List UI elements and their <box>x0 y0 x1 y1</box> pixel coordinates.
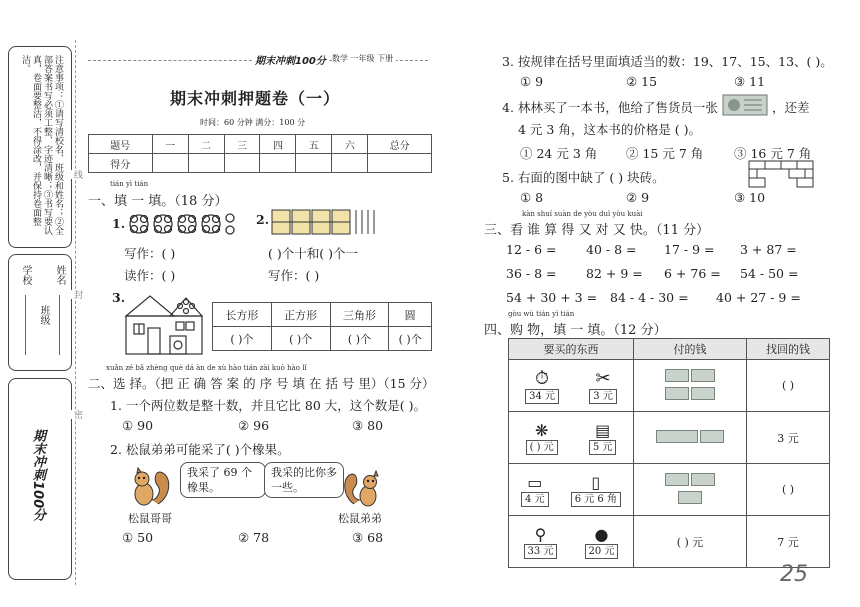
price-tag: 34 元 <box>525 389 559 404</box>
page-number: 25 <box>780 562 808 587</box>
student-info-box <box>8 254 72 371</box>
school-line <box>25 295 26 355</box>
notes-box <box>8 46 72 248</box>
beads-icon <box>128 208 240 240</box>
s1-heading: 一、填 一 填。（18 分） <box>88 194 228 209</box>
paid-cell[interactable]: ( ) 元 <box>634 516 747 568</box>
score-header: 题号 <box>89 135 153 154</box>
time-info: 时间：60 分钟 满分：100 分 <box>200 118 306 127</box>
score-header: 三 <box>224 135 260 154</box>
shop-row <box>509 412 830 464</box>
shape-header: 三角形 <box>330 303 389 327</box>
s2-q4-part1[interactable]: 4. 林林买了一本书，他给了售货员一张 <box>502 100 718 115</box>
s2-q5-option-c[interactable]: ③ 10 <box>734 190 766 205</box>
calc-item[interactable]: 6 + 76 = <box>664 266 721 281</box>
paid-money <box>634 464 747 516</box>
squirrel-small-icon <box>344 470 384 508</box>
q2-tens-ones[interactable]: ( )个十和( )个一 <box>268 246 358 261</box>
s2-q4-option-b[interactable]: ② 15 元 7 角 <box>626 146 704 161</box>
brick-wall-icon <box>748 160 814 188</box>
seal-mark-2: 封 <box>72 290 82 299</box>
sticks-icon <box>270 206 380 238</box>
q3-number: 3. <box>112 290 126 305</box>
s2-q1-option-a[interactable]: ① 90 <box>122 418 154 433</box>
score-cell[interactable] <box>224 154 260 173</box>
shop-header: 要买的东西 <box>509 339 634 360</box>
banknote-icon <box>691 369 715 382</box>
score-header: 五 <box>296 135 332 154</box>
score-header: 六 <box>332 135 368 154</box>
s3-pinyin: kàn shuí suàn de yòu duì yòu kuài <box>522 210 643 218</box>
calc-item[interactable]: 40 + 27 - 9 = <box>716 290 801 305</box>
shape-header: 圆 <box>389 303 432 327</box>
s2-pinyin: xuǎn zé bǎ zhèng què dá àn de xù hào tián zài kuò hào lǐ <box>106 364 307 372</box>
q1-read[interactable]: 读作：( ) <box>124 268 176 283</box>
panda-icon: ● <box>594 524 609 544</box>
header-subject: 数学 一年级 下册 <box>332 53 396 64</box>
score-table <box>88 134 432 173</box>
shop-items <box>509 464 634 516</box>
change-cell: 3 元 <box>747 412 830 464</box>
shape-answer[interactable]: ( )个 <box>389 327 432 351</box>
notebook-icon: ▤ <box>595 420 611 440</box>
banknote-icon <box>665 369 689 382</box>
score-header: 二 <box>188 135 224 154</box>
cut-line <box>75 40 76 585</box>
price-tag[interactable]: ( ) 元 <box>526 440 558 455</box>
score-header: 四 <box>260 135 296 154</box>
score-header: 总分 <box>368 135 432 154</box>
name-line <box>59 295 60 355</box>
notes-text: 注意事项：①请写清校名、班级和姓名；②全部答案书写必须工整、字迹清晰；③书写要认真，卷面要整洁，不得涂改，并保持卷面整洁。 <box>20 55 63 235</box>
bubble-small: 我采的比你多一些。 <box>264 462 344 498</box>
score-cell[interactable] <box>368 154 432 173</box>
s2-q4-option-a[interactable]: ① 24 元 3 角 <box>520 146 598 161</box>
price-tag: 6 元 6 角 <box>571 492 621 507</box>
change-cell: 7 元 <box>747 516 830 568</box>
brand-box <box>8 378 72 580</box>
paper-title: 期末冲刺押题卷（一） <box>170 89 341 108</box>
price-tag: 33 元 <box>524 544 558 559</box>
calc-item[interactable]: 12 - 6 = <box>506 242 557 257</box>
s2-q4-option-c[interactable]: ③ 16 元 7 角 <box>734 146 812 161</box>
shape-count-table <box>212 302 432 351</box>
banknote-icon <box>665 473 689 486</box>
s2-q3-option-c[interactable]: ③ 11 <box>734 74 766 89</box>
q1-write[interactable]: 写作：( ) <box>124 246 176 261</box>
change-cell[interactable]: ( ) <box>747 360 830 412</box>
name-label: 姓名 <box>54 265 65 285</box>
change-cell[interactable]: ( ) <box>747 464 830 516</box>
shop-items <box>509 412 634 464</box>
score-cell[interactable] <box>332 154 368 173</box>
price-tag: 20 元 <box>585 544 619 559</box>
s2-q2[interactable]: 2. 松鼠弟弟可能采了( )个橡果。 <box>110 442 290 457</box>
s2-q4-part3[interactable]: 4 元 3 角，这本书的价格是 ( )。 <box>518 122 702 137</box>
banknote-icon <box>665 387 689 400</box>
s2-heading: 二、选 择。（把 正 确 答 案 的 序 号 填 在 括 号 里）（15 分） <box>88 376 435 391</box>
header-brand: 期末冲刺100分 <box>252 52 329 67</box>
shape-answer[interactable]: ( )个 <box>271 327 330 351</box>
shop-header: 找回的钱 <box>747 339 830 360</box>
pencil-box-icon: ▭ <box>527 472 543 492</box>
s2-q3[interactable]: 3. 按规律在括号里面填适当的数：19、17、15、13、( )。 <box>502 54 833 69</box>
shop-header: 付的钱 <box>634 339 747 360</box>
calc-item[interactable]: 17 - 9 = <box>664 242 715 257</box>
banknote-icon <box>691 473 715 486</box>
calc-item[interactable]: 54 + 30 + 3 = <box>506 290 598 305</box>
calc-item[interactable]: 3 + 87 = <box>740 242 797 257</box>
shop-row <box>509 516 830 568</box>
bubble-big: 我采了 69 个橡果。 <box>180 462 266 498</box>
seal-mark-3: 密 <box>72 410 82 419</box>
shop-items <box>509 516 634 568</box>
paid-money <box>634 360 747 412</box>
school-label: 学校 <box>20 265 31 285</box>
scissors-icon: ✂ <box>595 367 611 389</box>
score-header: 一 <box>152 135 188 154</box>
s2-q5-option-a[interactable]: ① 8 <box>520 190 544 205</box>
q2-number: 2. <box>256 212 270 227</box>
s2-q2-option-b[interactable]: ② 78 <box>238 530 270 545</box>
s2-q4-part2: ，还差 <box>772 100 810 115</box>
banknote-icon <box>722 94 768 116</box>
banknote-icon <box>700 430 724 443</box>
squirrel-big-icon <box>128 466 172 508</box>
squirrel-big-label: 松鼠哥哥 <box>128 512 172 525</box>
brand-vertical: 期末冲刺100分 <box>30 429 45 522</box>
banknote-icon <box>678 491 702 504</box>
s3-heading: 三、看 谁 算 得 又 对 又 快。（11 分） <box>484 223 710 238</box>
price-tag: 4 元 <box>521 492 549 507</box>
q2-write[interactable]: 写作：( ) <box>268 268 320 283</box>
class-label: 班级 <box>38 305 49 325</box>
shape-answer[interactable]: ( )个 <box>330 327 389 351</box>
calc-item[interactable]: 84 - 4 - 30 = <box>610 290 689 305</box>
s2-q1[interactable]: 1. 一个两位数是整十数，并且它比 80 大，这个数是( )。 <box>110 398 426 413</box>
racket-icon: ⚲ <box>534 524 547 544</box>
calc-item[interactable]: 36 - 8 = <box>506 266 557 281</box>
seal-mark-1: 线 <box>72 170 82 179</box>
binding-strip <box>0 0 80 607</box>
score-row-label: 得分 <box>89 154 153 173</box>
s1-pinyin: tián yì tián <box>110 180 149 188</box>
shopping-table <box>508 338 830 568</box>
shop-items <box>509 360 634 412</box>
drink-icon: ▯ <box>591 472 601 492</box>
shape-header: 正方形 <box>271 303 330 327</box>
score-cell[interactable] <box>260 154 296 173</box>
s2-q3-option-b[interactable]: ② 15 <box>626 74 658 89</box>
s2-q2-option-a[interactable]: ① 50 <box>122 530 154 545</box>
shape-answer[interactable]: ( )个 <box>213 327 272 351</box>
fan-icon: ❋ <box>534 420 549 440</box>
s2-q5[interactable]: 5. 右面的图中缺了 ( ) 块砖。 <box>502 170 665 185</box>
shape-header: 长方形 <box>213 303 272 327</box>
calc-item[interactable]: 40 - 8 = <box>586 242 637 257</box>
s2-q5-option-b[interactable]: ② 9 <box>626 190 650 205</box>
price-tag: 3 元 <box>589 389 617 404</box>
score-cell[interactable] <box>296 154 332 173</box>
shop-row <box>509 464 830 516</box>
s2-q1-option-c[interactable]: ③ 80 <box>352 418 384 433</box>
score-cell[interactable] <box>188 154 224 173</box>
shop-row <box>509 360 830 412</box>
s4-heading: 四、购 物，填 一 填。（12 分） <box>484 323 667 338</box>
s4-pinyin: gòu wù tián yì tián <box>508 310 575 318</box>
q1-number: 1. <box>112 216 126 231</box>
squirrel-small-label: 松鼠弟弟 <box>338 512 382 525</box>
banknote-icon <box>691 387 715 400</box>
paid-money <box>634 412 747 464</box>
calc-item[interactable]: 82 + 9 = <box>586 266 643 281</box>
clock-icon: ⏱ <box>535 367 550 389</box>
price-tag: 5 元 <box>589 440 617 455</box>
calc-item[interactable]: 54 - 50 = <box>740 266 799 281</box>
s2-q2-option-c[interactable]: ③ 68 <box>352 530 384 545</box>
house-icon <box>120 292 210 356</box>
score-cell[interactable] <box>152 154 188 173</box>
s2-q3-option-a[interactable]: ① 9 <box>520 74 544 89</box>
banknote-icon <box>656 430 698 443</box>
s2-q1-option-b[interactable]: ② 96 <box>238 418 270 433</box>
